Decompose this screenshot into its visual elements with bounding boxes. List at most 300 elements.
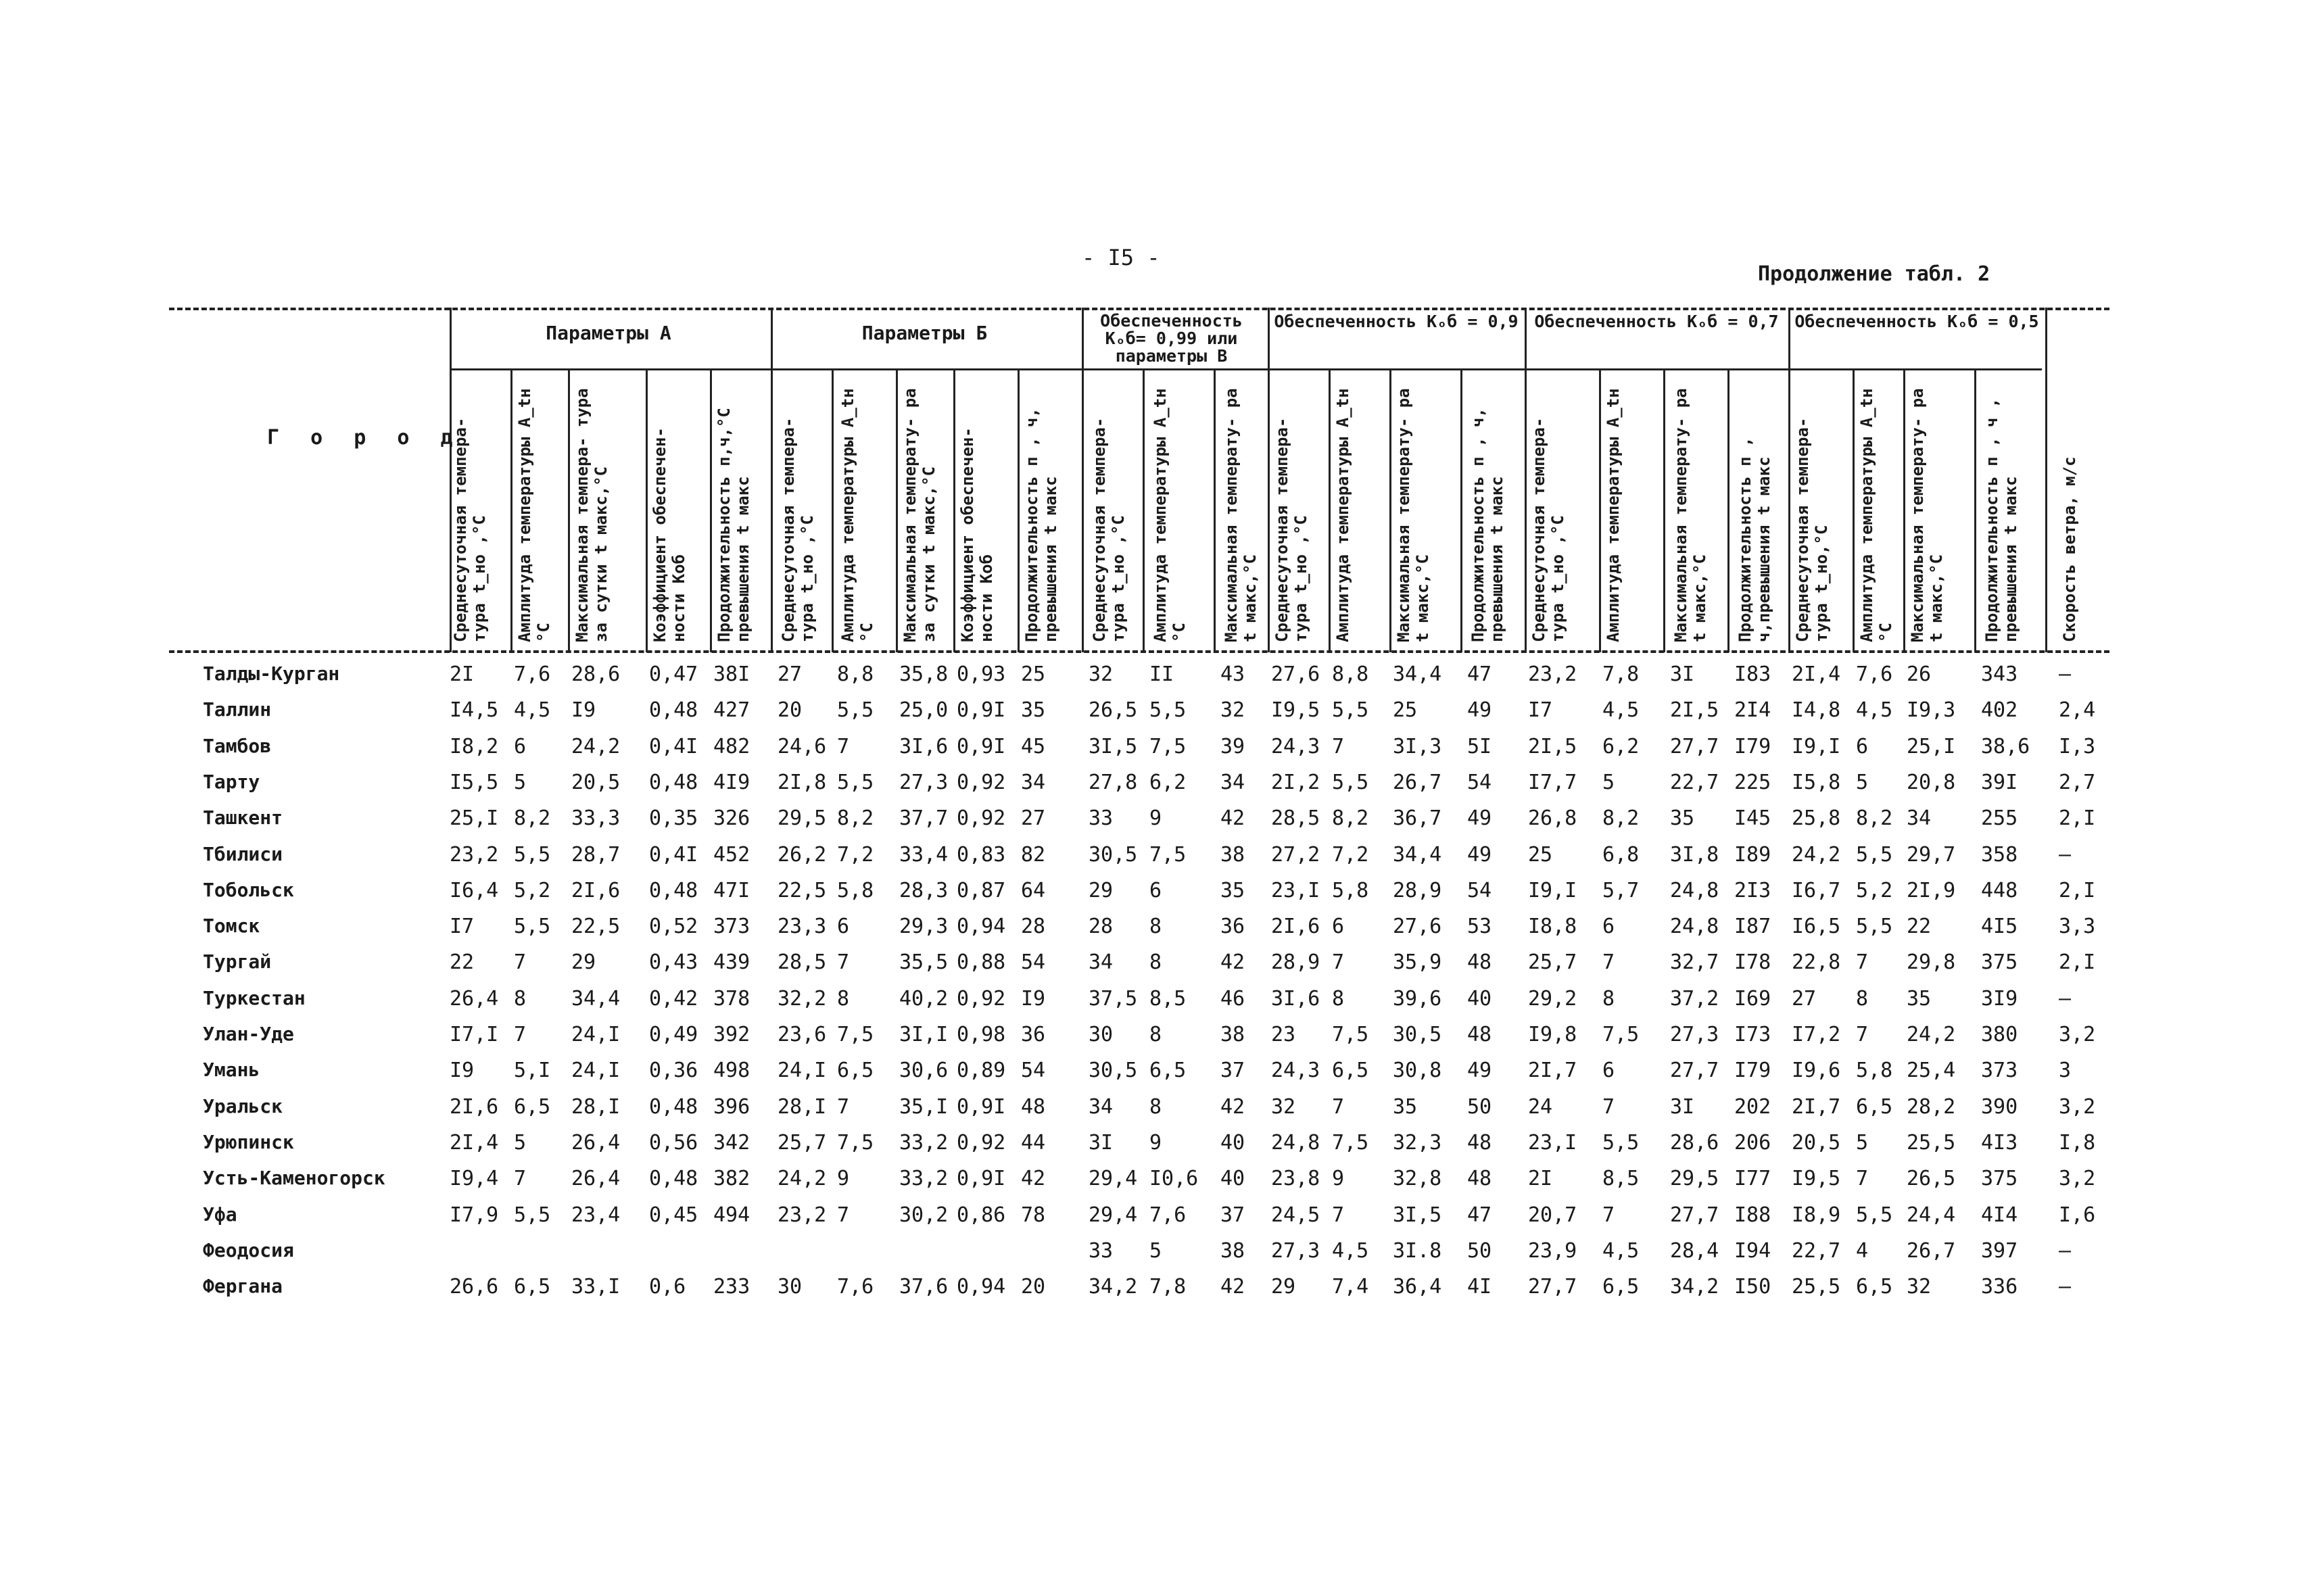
- cell-col-24: 26,7: [1907, 1238, 1956, 1263]
- table-row: [0, 1131, 2315, 1166]
- city-name: Талды-Курган: [203, 662, 340, 685]
- cell-col-15: 7,5: [1332, 1023, 1369, 1046]
- cell-col-19: 4,5: [1602, 1238, 1640, 1263]
- cell-col-6: 24,I: [778, 1059, 827, 1083]
- cell-col-10: 28: [1021, 915, 1046, 939]
- cell-col-5: 396: [713, 1094, 750, 1119]
- cell-col-23: 6,5: [1856, 1275, 1893, 1299]
- cell-col-16: 34,4: [1393, 662, 1442, 686]
- cell-col-8: 30,2: [899, 1203, 949, 1227]
- cell-col-1: I9: [450, 1059, 475, 1083]
- cell-col-3: 28,7: [571, 842, 621, 867]
- table-top-rule: [169, 308, 2109, 310]
- city-name: Усть-Каменогорск: [203, 1167, 385, 1190]
- cell-col-12: II: [1149, 662, 1174, 686]
- cell-col-13: 36: [1220, 915, 1245, 939]
- cell-col-11: 34: [1089, 950, 1114, 975]
- cell-col-9: 0,88: [957, 950, 1006, 975]
- column-separator-9: [1214, 368, 1216, 652]
- cell-col-14: I9,5: [1271, 698, 1320, 723]
- table-row: [0, 1023, 2315, 1058]
- cell-col-11: 30,5: [1089, 842, 1138, 867]
- cell-col-12: 8: [1149, 1023, 1162, 1046]
- cell-col-4: 0,4I: [649, 842, 698, 867]
- cell-col-11: 3I: [1089, 1130, 1114, 1155]
- cell-col-22: I7,2: [1792, 1023, 1841, 1046]
- cell-col-10: I9: [1021, 986, 1046, 1011]
- cell-col-22: I9,5: [1792, 1167, 1841, 1191]
- cell-col-24: 26: [1907, 662, 1932, 686]
- cell-col-14: 27,3: [1271, 1238, 1320, 1263]
- cell-col-19: 6: [1602, 915, 1615, 939]
- cell-col-17: 50: [1467, 1238, 1492, 1263]
- cell-col-4: 0,4I: [649, 734, 698, 758]
- cell-col-12: 8,5: [1149, 986, 1187, 1011]
- column-separator-15: [1727, 368, 1729, 652]
- cell-col-10: 44: [1021, 1130, 1046, 1155]
- column-separator-5: [896, 368, 898, 652]
- cell-col-7: 7: [837, 734, 850, 758]
- cell-col-3: 33,3: [571, 806, 621, 831]
- cell-col-17: 54: [1467, 878, 1492, 902]
- column-separator-8: [1143, 368, 1145, 652]
- cell-col-18: 2I: [1528, 1167, 1553, 1191]
- column-separator-7: [1018, 368, 1020, 652]
- cell-col-11: 30,5: [1089, 1059, 1138, 1083]
- city-name: Таллин: [203, 698, 272, 721]
- cell-col-18: 29,2: [1528, 986, 1577, 1011]
- cell-col-22: I8,9: [1792, 1203, 1841, 1227]
- cell-col-4: 0,48: [649, 698, 698, 723]
- cell-col-1: 25,I: [450, 806, 499, 831]
- cell-col-7: 8: [837, 986, 850, 1011]
- cell-col-1: I6,4: [450, 878, 499, 902]
- cell-col-21: 225: [1734, 770, 1771, 794]
- column-separator-4: [832, 368, 834, 652]
- cell-col-19: 8,5: [1602, 1167, 1640, 1191]
- cell-col-18: 23,9: [1528, 1238, 1577, 1263]
- cell-col-14: 23,8: [1271, 1167, 1320, 1191]
- cell-col-15: 5,5: [1332, 698, 1369, 723]
- cell-col-8: 30,6: [899, 1059, 949, 1083]
- cell-col-13: 43: [1220, 662, 1245, 686]
- cell-col-2: 6,5: [514, 1094, 551, 1119]
- column-header-text: Коэффициент обеспечен- ности Коб: [958, 427, 996, 642]
- cell-col-5: 47I: [713, 878, 750, 902]
- cell-col-22: I5,8: [1792, 770, 1841, 794]
- cell-col-4: 0,48: [649, 1167, 698, 1191]
- city-name: Умань: [203, 1059, 260, 1082]
- cell-col-10: 25: [1021, 662, 1046, 686]
- column-header-text: Среднесуточная темпера- тура t_но ,°С: [1529, 417, 1567, 642]
- cell-col-25: 375: [1981, 950, 2018, 975]
- cell-col-9: 0,92: [957, 806, 1006, 831]
- column-header-text: Скорость ветра, м/с: [2060, 456, 2079, 642]
- cell-col-19: 4,5: [1602, 698, 1640, 723]
- cell-col-25: 448: [1981, 878, 2018, 902]
- cell-col-2: 5: [514, 1130, 527, 1155]
- cell-col-21: I87: [1734, 915, 1771, 939]
- cell-col-8: 33,2: [899, 1130, 949, 1155]
- cell-col-3: 33,I: [571, 1275, 621, 1299]
- group-header-k07: Обеспеченность Кₒб = 0,7: [1534, 312, 1779, 331]
- cell-col-18: 2I,5: [1528, 734, 1577, 758]
- cell-col-2: 5,5: [514, 842, 551, 867]
- cell-col-16: 28,9: [1393, 878, 1442, 902]
- cell-col-23: 8: [1856, 986, 1869, 1011]
- cell-col-21: 2I4: [1734, 698, 1771, 723]
- cell-col-11: 37,5: [1089, 986, 1138, 1011]
- cell-col-21: 206: [1734, 1130, 1771, 1155]
- cell-col-2: 4,5: [514, 698, 551, 723]
- cell-col-13: 38: [1220, 1238, 1245, 1263]
- column-separator-3: [710, 368, 712, 652]
- cell-col-4: 0,52: [649, 915, 698, 939]
- cell-col-15: 4,5: [1332, 1238, 1369, 1263]
- column-separator-11: [1389, 368, 1391, 652]
- column-separator-1: [568, 368, 570, 652]
- cell-col-18: 2I,7: [1528, 1059, 1577, 1083]
- table-row: [0, 771, 2315, 806]
- cell-col-5: 494: [713, 1203, 750, 1227]
- table-row: [0, 698, 2315, 733]
- cell-col-21: I79: [1734, 1059, 1771, 1083]
- column-header-text: Продолжительность п , ч,превышения t макс: [1736, 437, 1773, 642]
- column-separator-12: [1460, 368, 1462, 652]
- cell-col-20: 28,6: [1670, 1130, 1719, 1155]
- cell-col-21: I83: [1734, 662, 1771, 686]
- cell-col-17: 53: [1467, 915, 1492, 939]
- cell-col-6: 30: [778, 1275, 803, 1299]
- cell-col-1: 2I: [450, 662, 475, 686]
- cell-col-3: 24,I: [571, 1059, 621, 1083]
- cell-col-22: 27: [1792, 986, 1817, 1011]
- cell-col-5: 326: [713, 806, 750, 831]
- city-name: Тургай: [203, 950, 272, 973]
- cell-col-21: I50: [1734, 1275, 1771, 1299]
- cell-col-25: 402: [1981, 698, 2018, 723]
- column-header-text: Среднесуточная темпера- тура t_но ,°С: [1272, 417, 1310, 642]
- cell-col-13: 37: [1220, 1203, 1245, 1227]
- cell-col-20: 3I: [1670, 1094, 1695, 1119]
- cell-col-7: 8,8: [837, 662, 874, 686]
- cell-col-22: 25,5: [1792, 1275, 1841, 1299]
- cell-col-6: 24,2: [778, 1167, 827, 1191]
- cell-col-23: 5,5: [1856, 915, 1893, 939]
- cell-col-20: 27,3: [1670, 1023, 1719, 1046]
- cell-col-16: 3I,5: [1393, 1203, 1442, 1227]
- cell-col-15: 7: [1332, 950, 1345, 975]
- cell-col-10: 42: [1021, 1167, 1046, 1191]
- cell-col-12: 7,5: [1149, 842, 1187, 867]
- cell-col-2: 7,6: [514, 662, 551, 686]
- cell-col-7: 7,6: [837, 1275, 874, 1299]
- cell-col-25: 336: [1981, 1275, 2018, 1299]
- cell-col-21: I73: [1734, 1023, 1771, 1046]
- cell-col-23: 5,5: [1856, 842, 1893, 867]
- cell-col-10: 82: [1021, 842, 1046, 867]
- cell-col-22: 24,2: [1792, 842, 1841, 867]
- cell-col-13: 38: [1220, 842, 1245, 867]
- cell-col-19: 7,8: [1602, 662, 1640, 686]
- cell-col-10: 45: [1021, 734, 1046, 758]
- cell-col-6: 26,2: [778, 842, 827, 867]
- cell-col-4: 0,35: [649, 806, 698, 831]
- cell-col-12: 7,6: [1149, 1203, 1187, 1227]
- cell-col-23: 5: [1856, 1130, 1869, 1155]
- cell-col-20: 22,7: [1670, 770, 1719, 794]
- cell-col-11: 29,4: [1089, 1167, 1138, 1191]
- cell-col-13: 42: [1220, 806, 1245, 831]
- cell-col-7: 5,5: [837, 770, 874, 794]
- column-header-text: Амплитуда температуры A_tн °С: [1857, 388, 1895, 642]
- cell-col-2: 7: [514, 1167, 527, 1191]
- cell-col-14: 24,8: [1271, 1130, 1320, 1155]
- cell-col-6: 29,5: [778, 806, 827, 831]
- cell-col-2: 6,5: [514, 1275, 551, 1299]
- cell-col-13: 40: [1220, 1167, 1245, 1191]
- cell-col-9: 0,89: [957, 1059, 1006, 1083]
- cell-col-9: 0,92: [957, 770, 1006, 794]
- cell-col-15: 7: [1332, 1203, 1345, 1227]
- cell-col-8: 3I,I: [899, 1023, 949, 1046]
- cell-col-6: 24,6: [778, 734, 827, 758]
- cell-col-6: 32,2: [778, 986, 827, 1011]
- cell-col-20: 3I: [1670, 662, 1695, 686]
- cell-col-18: I8,8: [1528, 915, 1577, 939]
- cell-col-8: 40,2: [899, 986, 949, 1011]
- cell-col-11: 3I,5: [1089, 734, 1138, 758]
- column-separator-14: [1663, 368, 1665, 652]
- cell-col-19: 5: [1602, 770, 1615, 794]
- column-separator-2: [646, 368, 648, 652]
- table-header-bottom-rule: [169, 650, 2109, 653]
- column-header-text: Коэффициент обеспечен- ности Коб: [650, 427, 688, 642]
- cell-col-20: 37,2: [1670, 986, 1719, 1011]
- cell-col-9: 0,94: [957, 915, 1006, 939]
- cell-col-23: 5,8: [1856, 1059, 1893, 1083]
- cell-col-25: 390: [1981, 1094, 2018, 1119]
- cell-col-1: 26,6: [450, 1275, 499, 1299]
- cell-col-1: I9,4: [450, 1167, 499, 1191]
- cell-col-1: I7,9: [450, 1203, 499, 1227]
- cell-col-26: –: [2059, 842, 2072, 867]
- column-header-text: Среднесуточная темпера- тура t_но ,°С: [1090, 417, 1128, 642]
- column-separator-6: [953, 368, 955, 652]
- cell-col-13: 35: [1220, 878, 1245, 902]
- cell-col-11: 33: [1089, 1238, 1114, 1263]
- cell-col-13: 39: [1220, 734, 1245, 758]
- cell-col-24: 28,2: [1907, 1094, 1956, 1119]
- cell-col-13: 42: [1220, 1275, 1245, 1299]
- column-separator-0: [510, 368, 512, 652]
- cell-col-16: 35,9: [1393, 950, 1442, 975]
- cell-col-15: 7,2: [1332, 842, 1369, 867]
- cell-col-23: 5,5: [1856, 1203, 1893, 1227]
- cell-col-1: 23,2: [450, 842, 499, 867]
- cell-col-12: 6: [1149, 878, 1162, 902]
- cell-col-26: 3,2: [2059, 1023, 2096, 1046]
- cell-col-7: 7: [837, 1203, 850, 1227]
- column-separator-17: [1903, 368, 1905, 652]
- cell-col-14: 23: [1271, 1023, 1296, 1046]
- group-divider-line: [450, 368, 2042, 370]
- cell-col-18: 23,I: [1528, 1130, 1577, 1155]
- cell-col-14: 27,6: [1271, 662, 1320, 686]
- cell-col-15: 8,2: [1332, 806, 1369, 831]
- cell-col-10: 34: [1021, 770, 1046, 794]
- cell-col-1: I7,I: [450, 1023, 499, 1046]
- cell-col-12: 7,8: [1149, 1275, 1187, 1299]
- cell-col-15: 8: [1332, 986, 1345, 1011]
- cell-col-26: 2,4: [2059, 698, 2096, 723]
- cell-col-16: 36,4: [1393, 1275, 1442, 1299]
- cell-col-15: 5,5: [1332, 770, 1369, 794]
- cell-col-23: 6: [1856, 734, 1869, 758]
- cell-col-8: 27,3: [899, 770, 949, 794]
- column-header-text: Амплитуда температуры A_tн: [1333, 388, 1352, 642]
- cell-col-24: 25,5: [1907, 1130, 1956, 1155]
- cell-col-7: 5,8: [837, 878, 874, 902]
- cell-col-14: 29: [1271, 1275, 1296, 1299]
- column-header-text: Максимальная температу- ра t макс,°С: [1222, 388, 1260, 642]
- cell-col-2: 8,2: [514, 806, 551, 831]
- city-name: Тарту: [203, 770, 260, 793]
- cell-col-12: 6,2: [1149, 770, 1187, 794]
- cell-col-20: 32,7: [1670, 950, 1719, 975]
- cell-col-20: 27,7: [1670, 1059, 1719, 1083]
- cell-col-19: 7: [1602, 950, 1615, 975]
- cell-col-26: 2,I: [2059, 806, 2096, 831]
- cell-col-19: 6,8: [1602, 842, 1640, 867]
- cell-col-14: 2I,2: [1271, 770, 1320, 794]
- cell-col-13: 38: [1220, 1023, 1245, 1046]
- cell-col-22: I6,7: [1792, 878, 1841, 902]
- cell-col-5: 482: [713, 734, 750, 758]
- cell-col-13: 40: [1220, 1130, 1245, 1155]
- cell-col-3: 24,2: [571, 734, 621, 758]
- city-name: Тобольск: [203, 878, 294, 901]
- cell-col-7: 7,5: [837, 1130, 874, 1155]
- cell-col-6: 22,5: [778, 878, 827, 902]
- cell-col-20: 34,2: [1670, 1275, 1719, 1299]
- cell-col-11: 30: [1089, 1023, 1114, 1046]
- group-header-v: Обеспеченность Кₒб= 0,99 или параметры В: [1100, 311, 1243, 366]
- cell-col-15: 6: [1332, 915, 1345, 939]
- cell-col-26: 3,2: [2059, 1167, 2096, 1191]
- cell-col-15: 6,5: [1332, 1059, 1369, 1083]
- cell-col-3: 2I,6: [571, 878, 621, 902]
- cell-col-16: 3I,3: [1393, 734, 1442, 758]
- cell-col-7: 6,5: [837, 1059, 874, 1083]
- cell-col-8: 29,3: [899, 915, 949, 939]
- cell-col-4: 0,47: [649, 662, 698, 686]
- cell-col-22: 2I,4: [1792, 662, 1841, 686]
- cell-col-16: 35: [1393, 1094, 1418, 1119]
- city-name: Тамбов: [203, 734, 272, 757]
- cell-col-13: 42: [1220, 1094, 1245, 1119]
- cell-col-3: 28,6: [571, 662, 621, 686]
- city-name: Томск: [203, 915, 260, 938]
- cell-col-9: 0,9I: [957, 734, 1006, 758]
- table-row: [0, 1203, 2315, 1238]
- cell-col-5: 427: [713, 698, 750, 723]
- cell-col-3: 28,I: [571, 1094, 621, 1119]
- cell-col-23: 7: [1856, 1167, 1869, 1191]
- cell-col-25: 380: [1981, 1023, 2018, 1046]
- cell-col-14: 24,3: [1271, 1059, 1320, 1083]
- cell-col-1: 26,4: [450, 986, 499, 1011]
- cell-col-17: 54: [1467, 770, 1492, 794]
- cell-col-23: 4: [1856, 1238, 1869, 1263]
- cell-col-24: 24,2: [1907, 1023, 1956, 1046]
- cell-col-2: 5,2: [514, 878, 551, 902]
- city-name: Ташкент: [203, 806, 283, 829]
- cell-col-3: 34,4: [571, 986, 621, 1011]
- cell-col-6: 20: [778, 698, 803, 723]
- cell-col-8: 33,2: [899, 1167, 949, 1191]
- cell-col-10: 35: [1021, 698, 1046, 723]
- cell-col-1: I8,2: [450, 734, 499, 758]
- cell-col-10: 78: [1021, 1203, 1046, 1227]
- cell-col-20: 27,7: [1670, 734, 1719, 758]
- cell-col-26: 3,3: [2059, 915, 2096, 939]
- cell-col-7: 7,5: [837, 1023, 874, 1046]
- city-name: Фергана: [203, 1275, 283, 1298]
- column-separator-10: [1329, 368, 1331, 652]
- cell-col-22: I6,5: [1792, 915, 1841, 939]
- cell-col-5: 498: [713, 1059, 750, 1083]
- cell-col-21: I94: [1734, 1238, 1771, 1263]
- column-header-text: Продолжительность п , ч , превышения t макс: [1982, 397, 2020, 642]
- cell-col-3: 29: [571, 950, 596, 975]
- table-row: [0, 915, 2315, 950]
- cell-col-17: 50: [1467, 1094, 1492, 1119]
- cell-col-5: 4I9: [713, 770, 750, 794]
- cell-col-6: 28,I: [778, 1094, 827, 1119]
- cell-col-5: 382: [713, 1167, 750, 1191]
- cell-col-15: 7,5: [1332, 1130, 1369, 1155]
- cell-col-17: 48: [1467, 1130, 1492, 1155]
- cell-col-14: 24,3: [1271, 734, 1320, 758]
- cell-col-26: 2,I: [2059, 950, 2096, 975]
- cell-col-22: 2I,7: [1792, 1094, 1841, 1119]
- cell-col-21: I77: [1734, 1167, 1771, 1191]
- cell-col-8: 35,5: [899, 950, 949, 975]
- cell-col-19: 7,5: [1602, 1023, 1640, 1046]
- cell-col-21: I69: [1734, 986, 1771, 1011]
- cell-col-17: 40: [1467, 986, 1492, 1011]
- cell-col-20: 35: [1670, 806, 1695, 831]
- cell-col-8: 35,I: [899, 1094, 949, 1119]
- cell-col-18: I9,I: [1528, 878, 1577, 902]
- cell-col-15: 5,8: [1332, 878, 1369, 902]
- column-header-text: Продолжительность п , ч, превышения t макс: [1469, 408, 1506, 642]
- group-separator-4: [1525, 308, 1527, 652]
- cell-col-23: 7: [1856, 1023, 1869, 1046]
- cell-col-12: 8: [1149, 1094, 1162, 1119]
- cell-col-8: 35,8: [899, 662, 949, 686]
- cell-col-26: –: [2059, 1275, 2072, 1299]
- cell-col-20: 24,8: [1670, 915, 1719, 939]
- cell-col-14: 28,5: [1271, 806, 1320, 831]
- column-header-text: Амплитуда температуры A_tн °С: [1151, 388, 1189, 642]
- table-continuation-label: Продолжение табл. 2: [1758, 262, 1990, 286]
- cell-col-25: 358: [1981, 842, 2018, 867]
- cell-col-2: 5,5: [514, 915, 551, 939]
- cell-col-24: 35: [1907, 986, 1932, 1011]
- cell-col-26: I,3: [2059, 734, 2096, 758]
